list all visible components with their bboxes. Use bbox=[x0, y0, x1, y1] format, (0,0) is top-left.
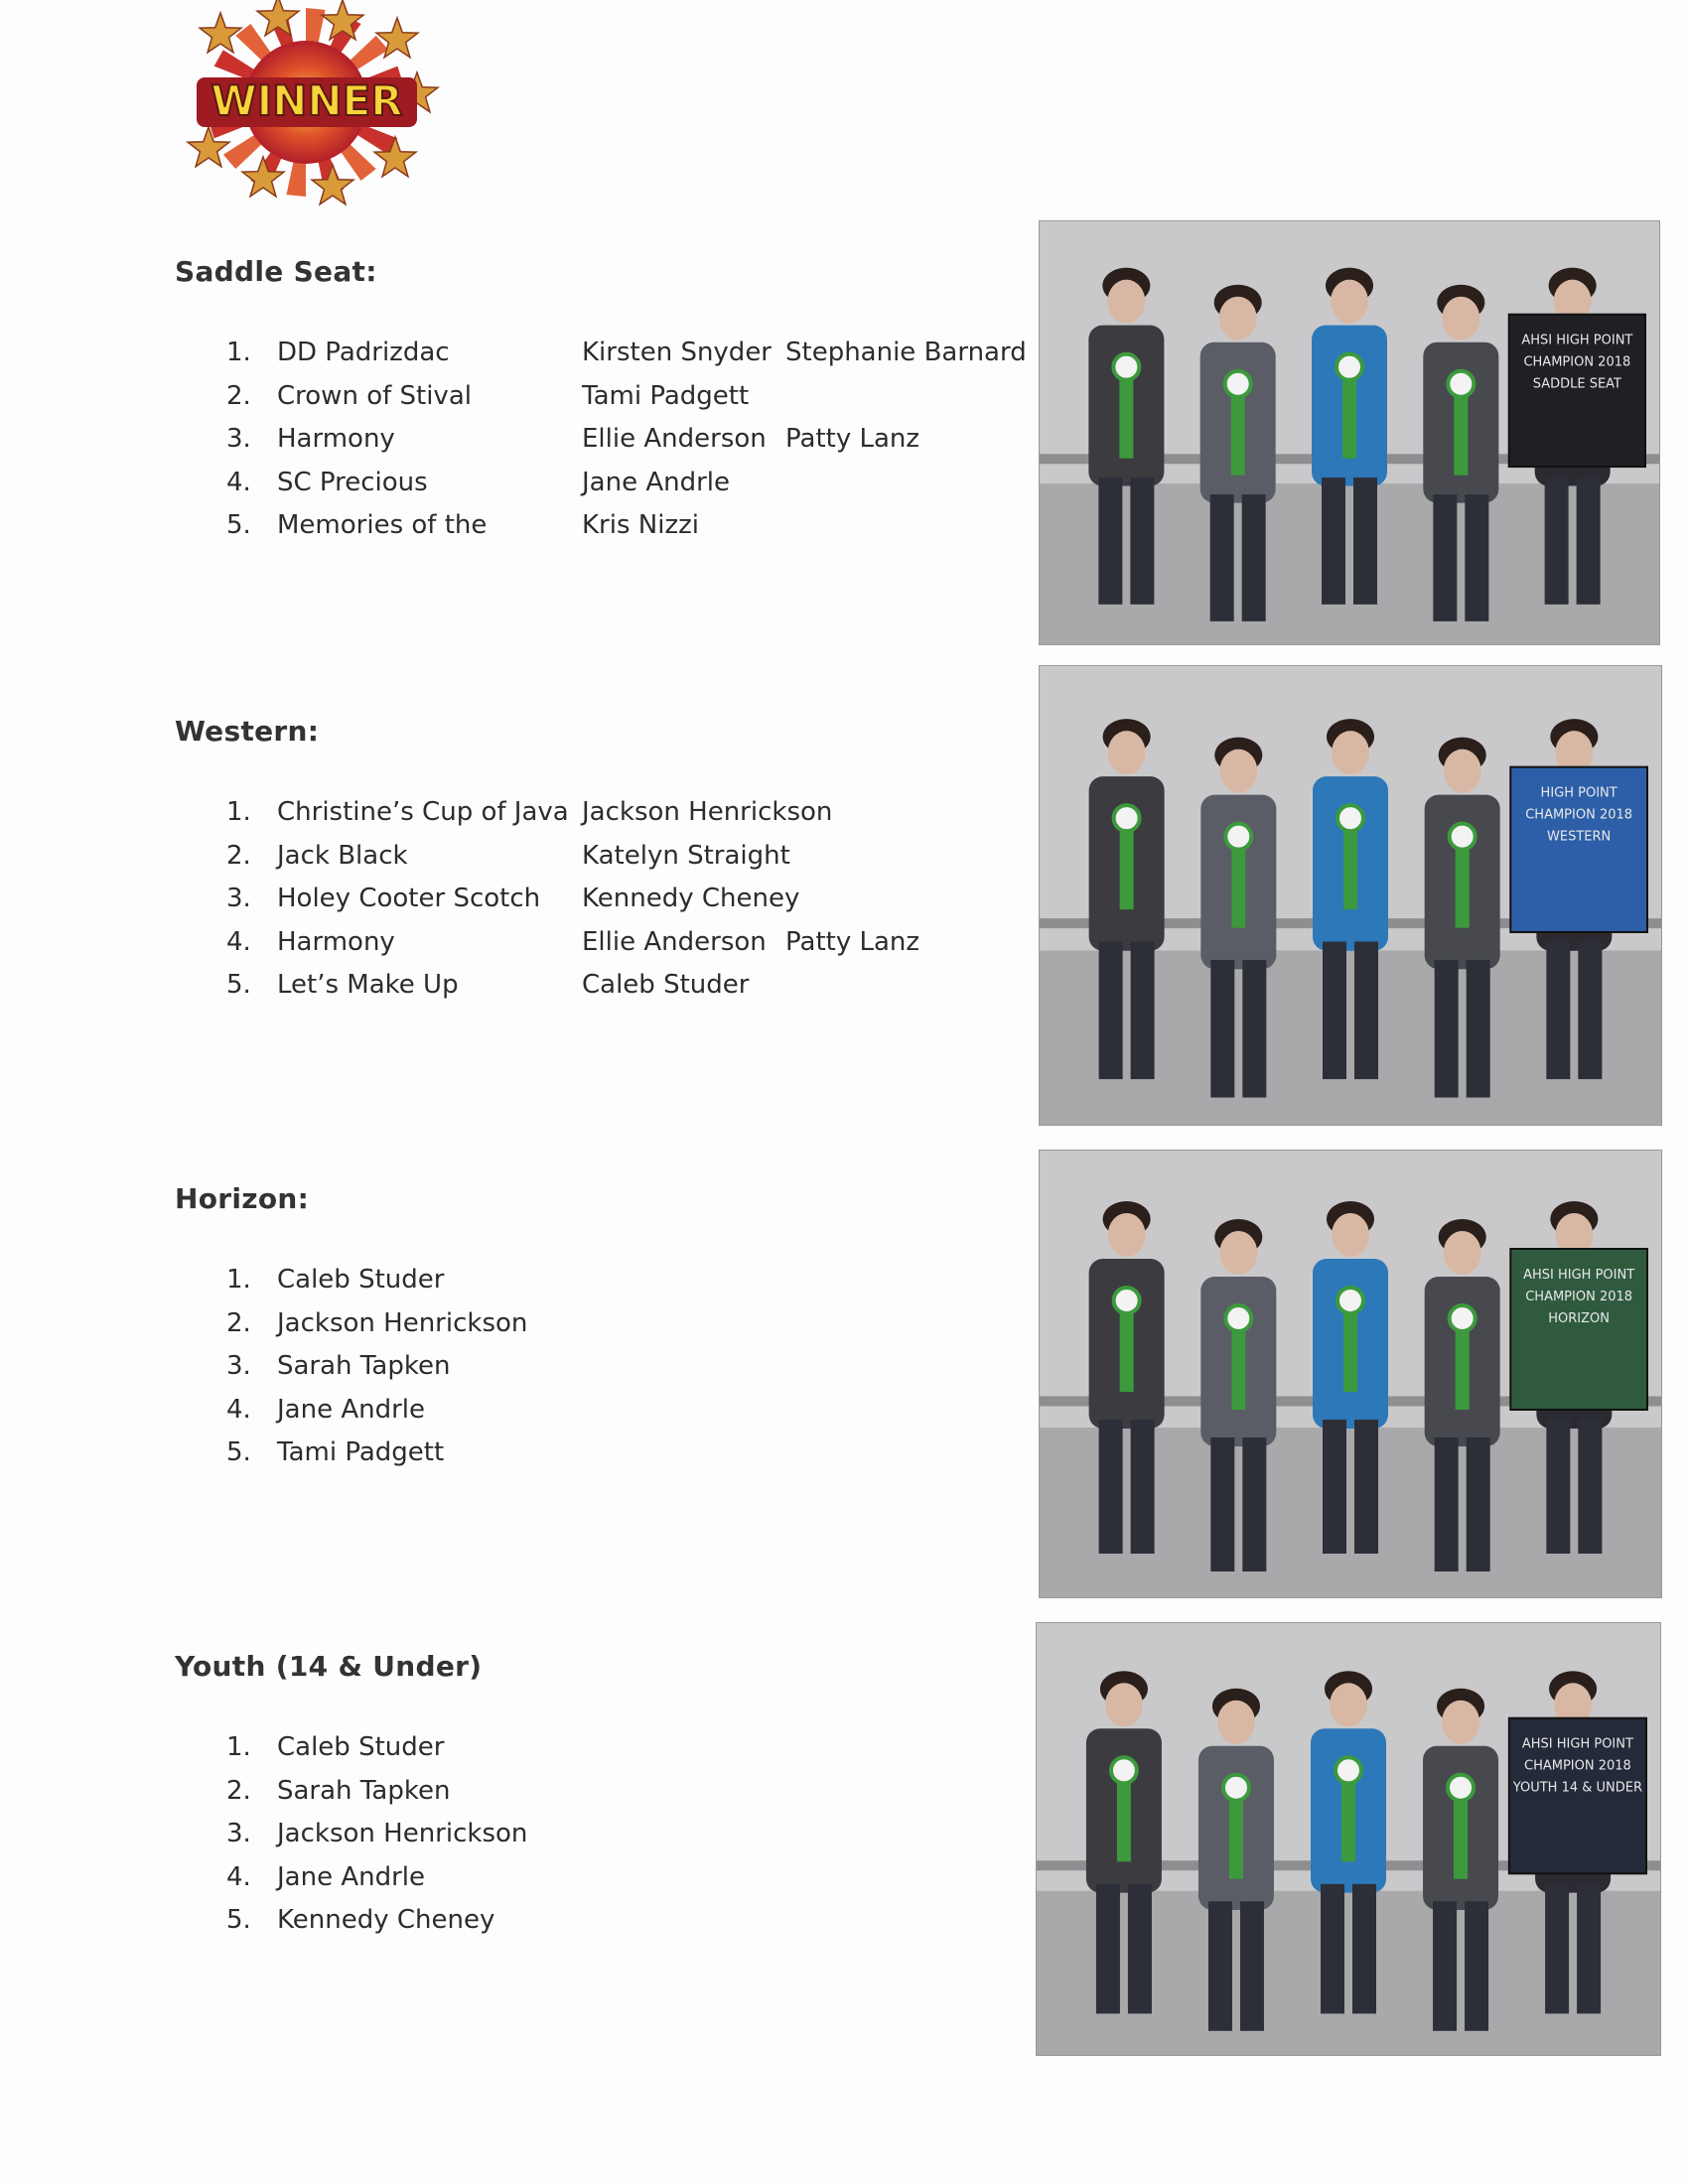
section-title: Western: bbox=[175, 715, 320, 748]
horse-name: Let’s Make Up bbox=[277, 970, 459, 1000]
list-item bbox=[175, 970, 1049, 1014]
competitor-name: Tami Padgett bbox=[277, 1437, 445, 1467]
co-rider-name: Patty Lanz bbox=[785, 926, 920, 957]
winner-logo bbox=[169, 0, 447, 208]
banner-text: AHSI HIGH POINT bbox=[1521, 1736, 1633, 1752]
section-youth bbox=[175, 1650, 1049, 1949]
banner-text: CHAMPION 2018 bbox=[1525, 807, 1633, 823]
banner-text: CHAMPION 2018 bbox=[1525, 1290, 1633, 1304]
rank: 4. bbox=[226, 467, 251, 497]
winner-logo-text: WINNER bbox=[211, 76, 403, 125]
rank: 2. bbox=[226, 1307, 251, 1338]
banner-text: HIGH POINT bbox=[1540, 785, 1618, 801]
section-saddle-seat bbox=[175, 255, 1049, 554]
list-item bbox=[175, 1819, 1049, 1862]
list-item bbox=[175, 1862, 1049, 1906]
list-item bbox=[175, 1732, 1049, 1776]
horse-name: Christine’s Cup of Java bbox=[277, 797, 569, 827]
section-title: Saddle Seat: bbox=[175, 255, 377, 288]
rider-name: Jane Andrle bbox=[582, 467, 731, 497]
rank: 4. bbox=[226, 1394, 251, 1425]
list-item bbox=[175, 381, 1049, 425]
rank: 2. bbox=[226, 1775, 251, 1806]
competitor-name: Sarah Tapken bbox=[277, 1775, 451, 1806]
rider-name: Caleb Studer bbox=[582, 970, 750, 1000]
rank: 5. bbox=[226, 1905, 251, 1935]
photo-western bbox=[1039, 665, 1662, 1126]
list-item bbox=[175, 1776, 1049, 1820]
rider-name: Katelyn Straight bbox=[582, 840, 790, 871]
rank: 3. bbox=[226, 1351, 251, 1381]
rank: 3. bbox=[226, 1819, 251, 1848]
rank: 5. bbox=[226, 510, 251, 540]
banner-text: SADDLE SEAT bbox=[1532, 376, 1622, 392]
banner-text: CHAMPION 2018 bbox=[1524, 1758, 1631, 1774]
competitor-name: Caleb Studer bbox=[277, 1732, 445, 1762]
list-item bbox=[175, 424, 1049, 468]
entries-list bbox=[175, 1265, 1049, 1481]
photo-youth bbox=[1036, 1622, 1661, 2056]
rank: 3. bbox=[226, 884, 251, 913]
competitor-name: Jane Andrle bbox=[277, 1394, 426, 1425]
rank: 1. bbox=[226, 797, 251, 827]
co-rider-name: Patty Lanz bbox=[785, 424, 920, 454]
list-item bbox=[175, 1437, 1049, 1481]
list-item bbox=[175, 1265, 1049, 1308]
list-item bbox=[175, 1395, 1049, 1438]
rider-name: Ellie Anderson bbox=[582, 424, 767, 454]
banner-text: CHAMPION 2018 bbox=[1523, 354, 1631, 370]
competitor-name: Kennedy Cheney bbox=[277, 1905, 495, 1935]
list-item bbox=[175, 1351, 1049, 1395]
banner-text: AHSI HIGH POINT bbox=[1521, 333, 1633, 348]
rank: 5. bbox=[226, 970, 251, 1000]
photo-horizon bbox=[1039, 1150, 1662, 1598]
horse-name: Harmony bbox=[277, 926, 395, 957]
rank: 1. bbox=[226, 1732, 251, 1762]
banner-text: AHSI HIGH POINT bbox=[1523, 1268, 1635, 1283]
entries-list bbox=[175, 338, 1049, 554]
list-item bbox=[175, 468, 1049, 511]
list-item bbox=[175, 338, 1049, 381]
section-horizon bbox=[175, 1182, 1049, 1481]
list-item bbox=[175, 1905, 1049, 1949]
entries-list bbox=[175, 797, 1049, 1014]
entries-list bbox=[175, 1732, 1049, 1949]
list-item bbox=[175, 927, 1049, 971]
section-western bbox=[175, 715, 1049, 1014]
co-rider-name: Stephanie Barnard bbox=[785, 338, 1027, 367]
rank: 2. bbox=[226, 380, 251, 411]
banner-text: WESTERN bbox=[1547, 829, 1612, 845]
competitor-name: Jackson Henrickson bbox=[277, 1307, 528, 1338]
horse-name: Harmony bbox=[277, 424, 395, 454]
section-title: Horizon: bbox=[175, 1182, 310, 1215]
rank: 1. bbox=[226, 1265, 251, 1295]
rider-name: Jackson Henrickson bbox=[582, 797, 833, 827]
rank: 4. bbox=[226, 926, 251, 957]
horse-name: Crown of Stival bbox=[277, 380, 472, 411]
list-item bbox=[175, 884, 1049, 927]
rank: 3. bbox=[226, 424, 251, 454]
horse-name: Jack Black bbox=[277, 840, 408, 871]
rank: 4. bbox=[226, 1861, 251, 1892]
list-item bbox=[175, 797, 1049, 841]
competitor-name: Caleb Studer bbox=[277, 1265, 445, 1295]
star-icon bbox=[200, 13, 241, 53]
list-item bbox=[175, 1308, 1049, 1352]
horse-name: DD Padrizdac bbox=[277, 338, 450, 367]
list-item bbox=[175, 510, 1049, 554]
competitor-name: Sarah Tapken bbox=[277, 1351, 451, 1381]
competitor-name: Jane Andrle bbox=[277, 1861, 426, 1892]
rider-name: Ellie Anderson bbox=[582, 926, 767, 957]
horse-name: Holey Cooter Scotch bbox=[277, 884, 541, 913]
list-item bbox=[175, 841, 1049, 885]
banner-text: YOUTH 14 & UNDER bbox=[1512, 1780, 1643, 1796]
banner-text: HORIZON bbox=[1548, 1311, 1611, 1326]
rank: 5. bbox=[226, 1437, 251, 1467]
rank: 2. bbox=[226, 840, 251, 871]
photo-saddle-seat bbox=[1039, 220, 1660, 645]
star-icon bbox=[312, 165, 353, 205]
section-title: Youth (14 & Under) bbox=[175, 1650, 483, 1683]
horse-name: SC Precious bbox=[277, 467, 428, 497]
competitor-name: Jackson Henrickson bbox=[277, 1819, 528, 1848]
rider-name: Kennedy Cheney bbox=[582, 884, 800, 913]
horse-name: Memories of the bbox=[277, 510, 488, 540]
rider-name: Kirsten Snyder bbox=[582, 338, 773, 367]
rider-name: Kris Nizzi bbox=[582, 510, 699, 540]
rider-name: Tami Padgett bbox=[582, 380, 750, 411]
rank: 1. bbox=[226, 338, 251, 367]
